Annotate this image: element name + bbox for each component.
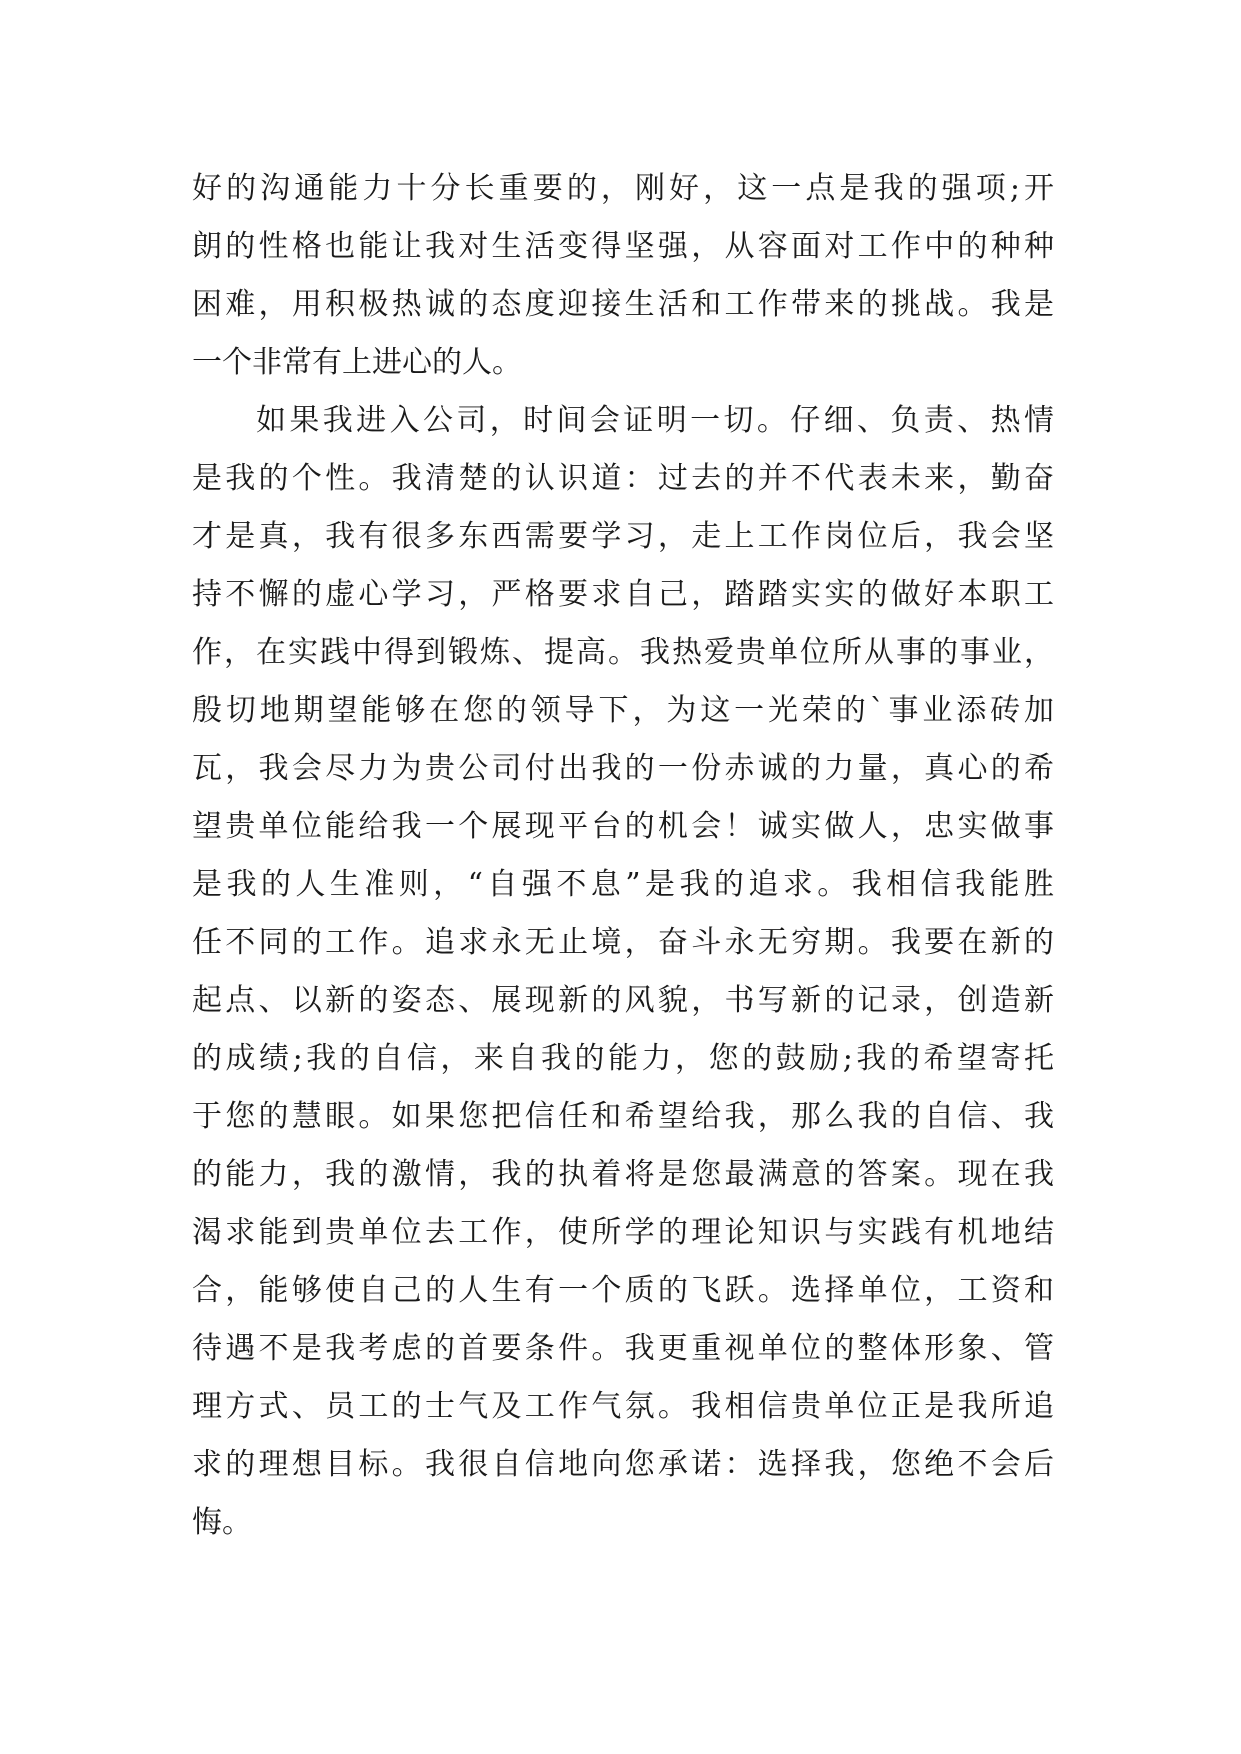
paragraph-2-line-5: 作，在实践中得到锻炼、提高。我热爱贵单位所从事的事业， (192, 635, 1054, 670)
paragraph-1-line-3: 困难，用积极热诚的态度迎接生活和工作带来的挑战。我是 (192, 287, 1054, 322)
paragraph-1-line-1: 好的沟通能力十分长重要的，刚好，这一点是我的强项;开 (192, 171, 1054, 206)
paragraph-2-line-6: 殷切地期望能够在您的领导下，为这一光荣的`事业添砖加 (192, 693, 1054, 728)
paragraph-2-line-11: 起点、以新的姿态、展现新的风貌，书写新的记录，创造新 (192, 983, 1054, 1018)
paragraph-1 (192, 160, 1054, 392)
paragraph-2-line-7: 瓦，我会尽力为贵公司付出我的一份赤诚的力量，真心的希 (192, 751, 1054, 786)
paragraph-1-line-2: 朗的性格也能让我对生活变得坚强，从容面对工作中的种种 (192, 229, 1054, 264)
paragraph-2-line-19: 求的理想目标。我很自信地向您承诺：选择我，您绝不会后 (192, 1447, 1054, 1482)
paragraph-1-line-4: 一个非常有上进心的人。 (192, 345, 522, 380)
paragraph-2-line-13: 于您的慧眼。如果您把信任和希望给我，那么我的自信、我 (192, 1099, 1054, 1134)
document-body (192, 160, 1054, 1552)
paragraph-2-line-2: 是我的个性。我清楚的认识道：过去的并不代表未来，勤奋 (192, 461, 1054, 496)
paragraph-2-line-12: 的成绩;我的自信，来自我的能力，您的鼓励;我的希望寄托 (192, 1041, 1054, 1076)
paragraph-2-line-3: 才是真，我有很多东西需要学习，走上工作岗位后，我会坚 (192, 519, 1054, 554)
paragraph-2-line-4: 持不懈的虚心学习，严格要求自己，踏踏实实的做好本职工 (192, 577, 1054, 612)
paragraph-2-line-14: 的能力，我的激情，我的执着将是您最满意的答案。现在我 (192, 1157, 1054, 1192)
paragraph-2-line-18: 理方式、员工的士气及工作气氛。我相信贵单位正是我所追 (192, 1389, 1054, 1424)
paragraph-2-line-10: 任不同的工作。追求永无止境，奋斗永无穷期。我要在新的 (192, 925, 1054, 960)
paragraph-2 (192, 392, 1054, 1552)
paragraph-2-line-1: 如果我进入公司，时间会证明一切。仔细、负责、热情 (256, 403, 1054, 438)
paragraph-2-line-20: 悔。 (192, 1505, 252, 1540)
paragraph-2-line-15: 渴求能到贵单位去工作，使所学的理论知识与实践有机地结 (192, 1215, 1054, 1250)
paragraph-2-line-9: 是我的人生准则，“自强不息”是我的追求。我相信我能胜 (192, 867, 1054, 902)
paragraph-2-line-17: 待遇不是我考虑的首要条件。我更重视单位的整体形象、管 (192, 1331, 1054, 1366)
paragraph-2-line-8: 望贵单位能给我一个展现平台的机会！诚实做人，忠实做事 (192, 809, 1054, 844)
paragraph-2-line-16: 合，能够使自己的人生有一个质的飞跃。选择单位，工资和 (192, 1273, 1054, 1308)
